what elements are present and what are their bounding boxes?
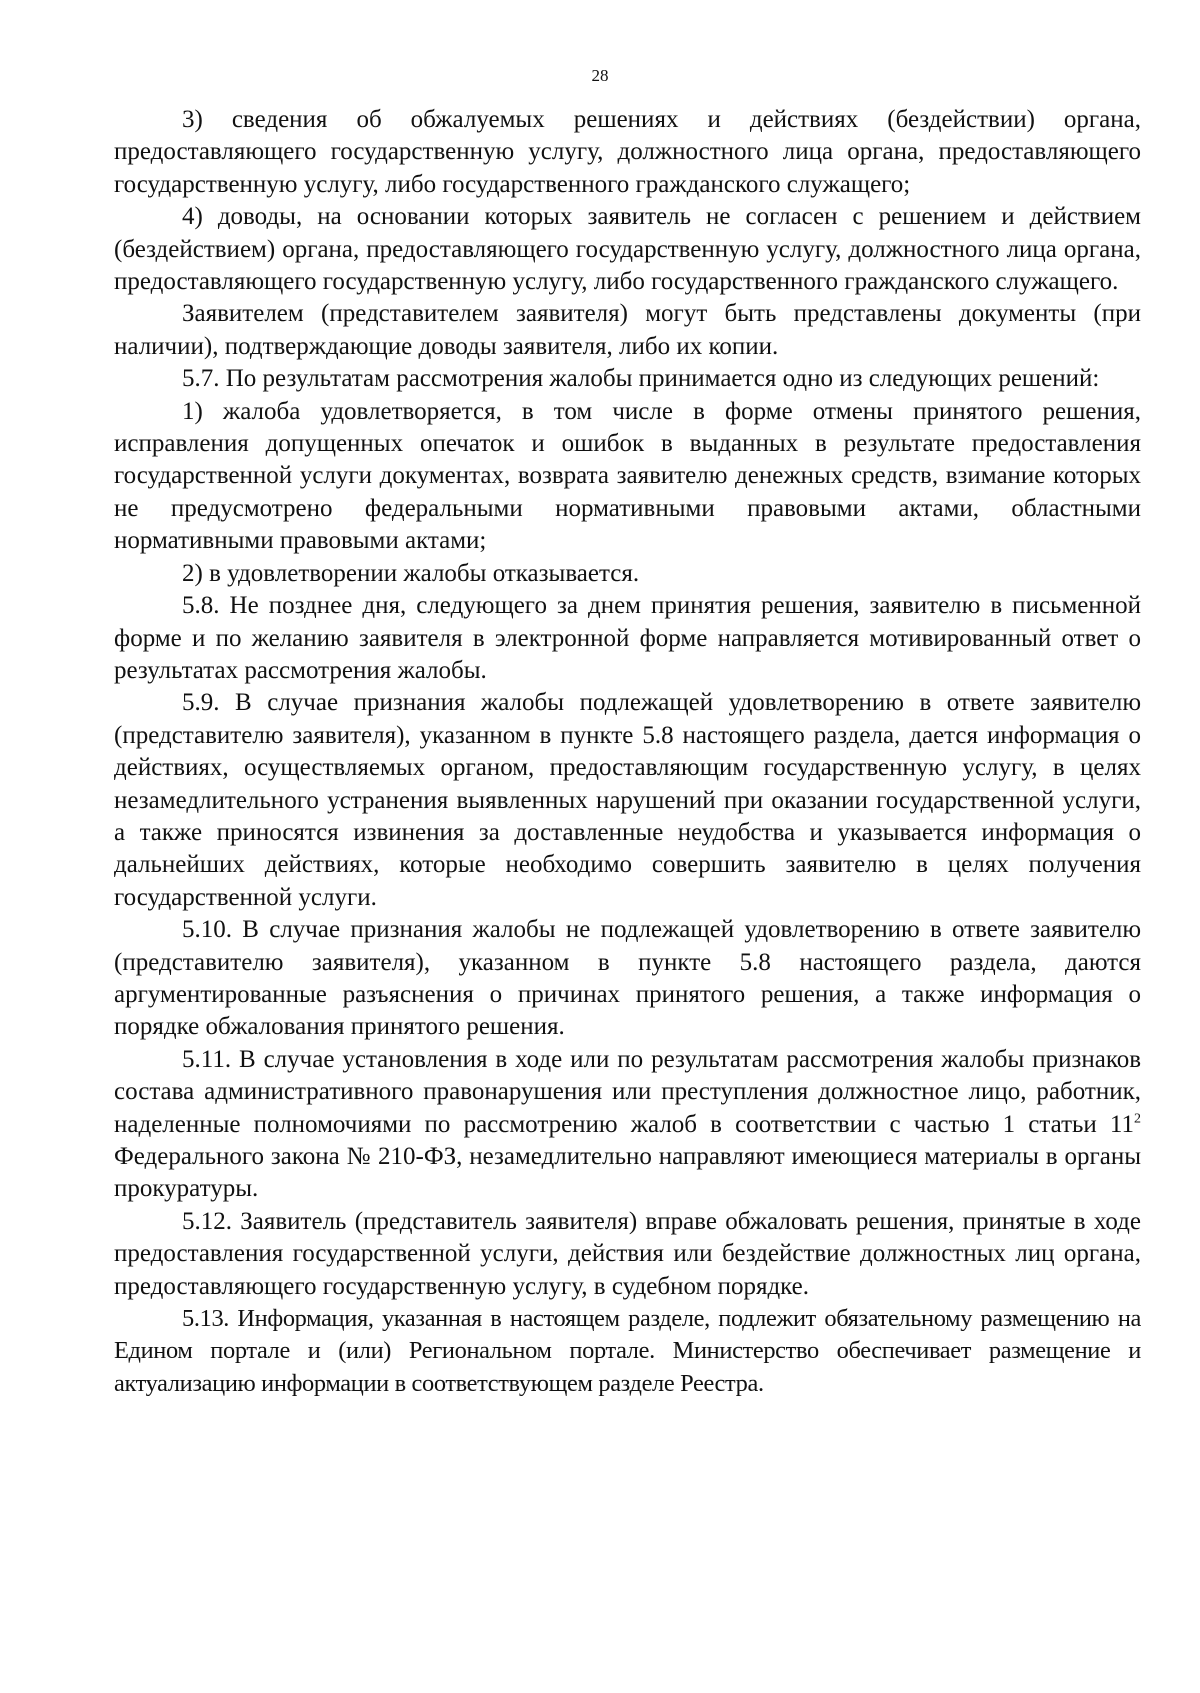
paragraph-5-13: 5.13. Информация, указанная в настоящем разделе, подлежит обязательному размещению на Едином портале и (или) Региональном портале. Министерство обеспечивает размещение и актуализацию информации в соответствующем разделе Реестра.: [114, 1305, 1141, 1397]
paragraph-item-4: 4) доводы, на основании которых заявитель не согласен с решением и действием (бездействием) органа, предоставляющего государственную услугу, должностного лица органа, предоставляющего государственную услугу, либо государственного гражданского служащего.: [114, 203, 1141, 296]
paragraph-5-7-2: 2) в удовлетворении жалобы отказывается.: [182, 559, 640, 587]
paragraph-5-10: 5.10. В случае признания жалобы не подлежащей удовлетворению в ответе заявителю (представителю заявителя), указанном в пункте 5.8 настоящего раздела, даются аргументированные разъяснения о причинах принятого решения, а также информация о порядке обжалования принятого решения.: [114, 916, 1141, 1041]
paragraph-documents: Заявителем (представителем заявителя) могут быть представлены документы (при наличии), подтверждающие доводы заявителя, либо их копии.: [114, 300, 1141, 360]
paragraph-5-7-1: 1) жалоба удовлетворяется, в том числе в форме отмены принятого решения, исправления допущенных опечаток и ошибок в выданных в результате предоставления государственной услуги документах, возврата заявителю денежных средств, взимание которых не предусмотрено федеральными нормативными правовыми актами, областными нормативными правовыми актами;: [114, 397, 1141, 555]
paragraph-5-7: 5.7. По результатам рассмотрения жалобы принимается одно из следующих решений:: [182, 365, 1100, 393]
paragraph-5-11-text-before: 5.11. В случае установления в ходе или по результатам рассмотрения жалобы признаков состава административного правонарушения или преступления должностное лицо, работник, наделенные полномочиями по рассмотрению жалоб в соответствии с частью 1 статьи 11: [114, 1045, 1141, 1138]
paragraph-5-12: 5.12. Заявитель (представитель заявителя) вправе обжаловать решения, принятые в ходе предоставления государственной услуги, действия или бездействие должностных лиц органа, предоставляющего государственную услугу, в судебном порядке.: [114, 1207, 1141, 1300]
paragraph-5-9: 5.9. В случае признания жалобы подлежащей удовлетворению в ответе заявителю (представителю заявителя), указанном в пункте 5.8 настоящего раздела, дается информация о действиях, осуществляемых органом, предоставляющим государственную услугу, в целях незамедлительного устранения выявленных нарушений при оказании государственной услуги, а также приносятся извинения за доставленные неудобства и указывается информация о дальнейших действиях, которые необходимо совершить заявителю в целях получения государственной услуги.: [114, 689, 1141, 911]
paragraph-item-3: 3) сведения об обжалуемых решениях и действиях (бездействии) органа, предоставляющего государственную услугу, должностного лица органа, предоставляющего государственную услугу, либо государственного гражданского служащего;: [114, 106, 1141, 198]
article-superscript: 2: [1134, 1111, 1141, 1127]
page-number: 28: [591, 66, 609, 85]
paragraph-5-11: [114, 1044, 1141, 1206]
document-body: [114, 104, 1141, 1400]
paragraph-5-11-text-after: Федерального закона № 210-ФЗ, незамедлительно направляют имеющиеся материалы в органы прокуратуры.: [114, 1143, 1141, 1203]
paragraph-5-8: 5.8. Не позднее дня, следующего за днем принятия решения, заявителю в письменной форме и по желанию заявителя в электронной форме направляется мотивированный ответ о результатах рассмотрения жалобы.: [114, 592, 1141, 684]
